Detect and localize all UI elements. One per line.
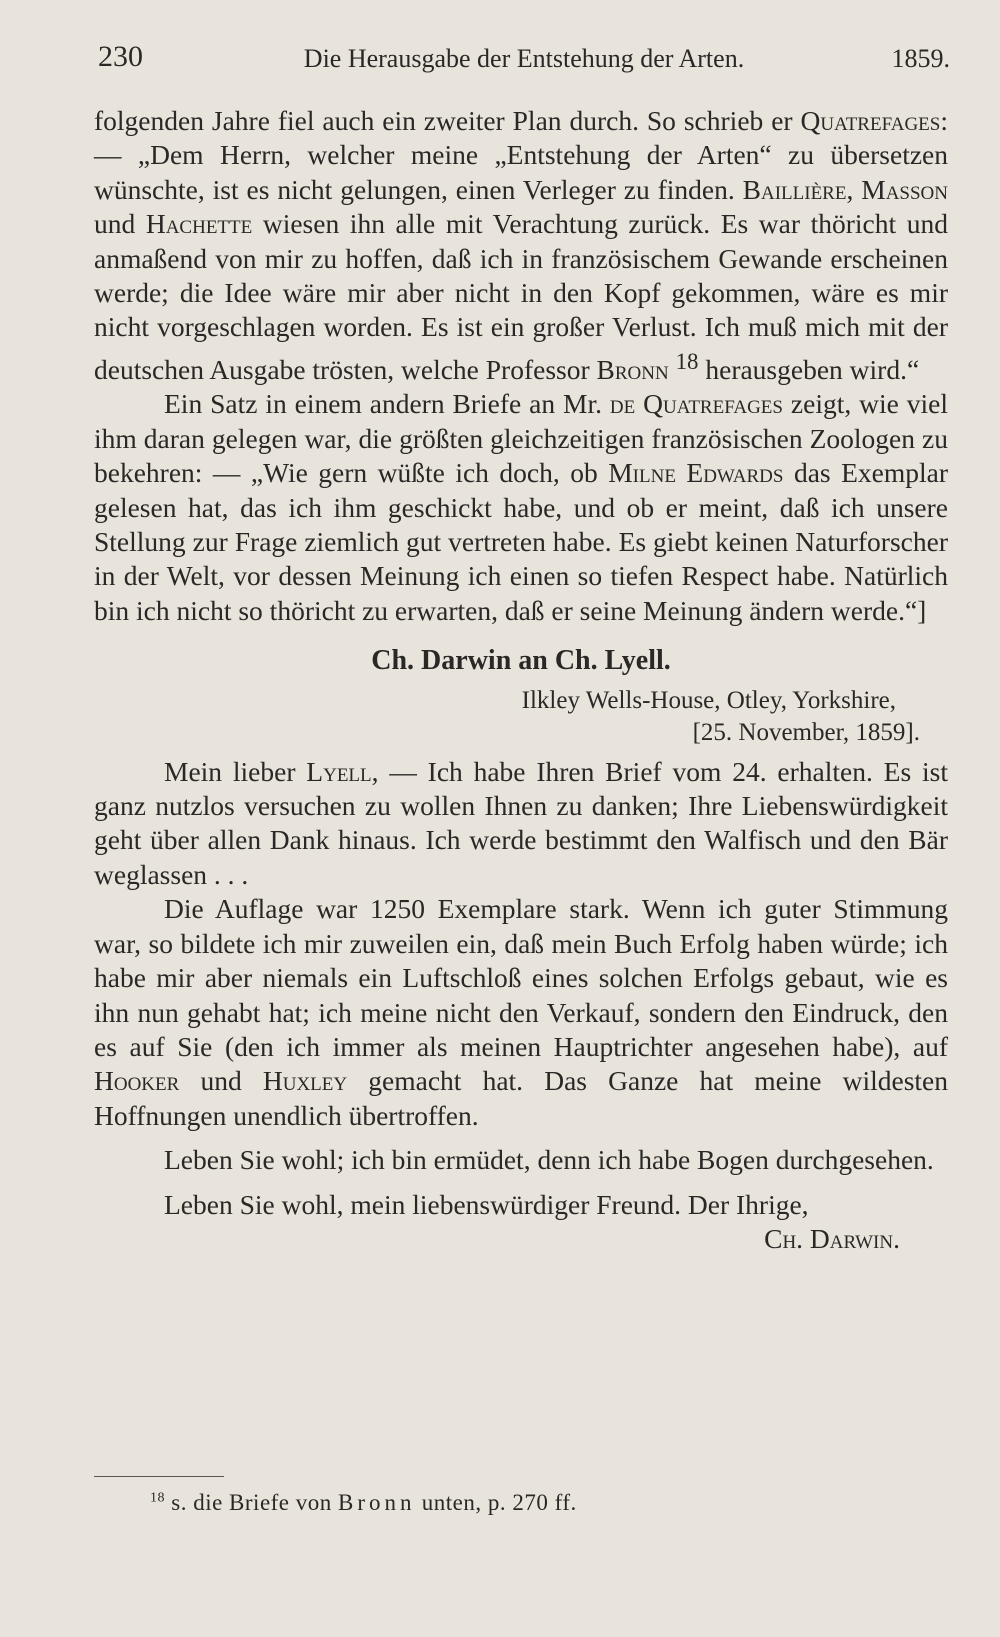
name-bailliere: Baillière <box>742 173 847 205</box>
text-span: , <box>846 173 862 205</box>
running-title: Die Herausgabe der Entstehung der Arten. <box>303 44 745 73</box>
text-span: : — „Dem Herrn, welcher meine „Entstehung der Arten“ zu übersetzen wünschte, ist es nicht gelungen, einen Verleger zu finden. <box>94 105 948 205</box>
footnote-number: 18 <box>150 1490 165 1506</box>
letter-paragraph-3: Leben Sie wohl; ich bin ermüdet, denn ich habe Bogen durchgesehen. <box>164 1144 934 1176</box>
text-span: herausgeben wird.“ <box>698 354 920 385</box>
text-span: Die Auflage war 1250 Exemplare stark. Wenn ich guter Stimmung war, so bildete ich mir zuweilen ein, daß mein Buch Erfolg haben würde; ich habe mir aber niemals ein Luftschloß eines solchen Erfolgs gebaut, wie es ihn nun gehabt hat; ich meine nicht den Verkauf, sondern den Eindruck, den es auf Sie (den ich immer als meinen Hauptrichter angesehen habe), auf <box>94 893 948 1062</box>
paragraph-gap <box>94 1178 948 1188</box>
text-span: wiesen ihn alle mit Verachtung zurück. Es war thöricht und anmaßend von mir zu hoffen, daß ich in französischem Gewande erscheinen werde; die Idee wäre mir aber nicht in den Kopf gekommen, wäre es mir nicht vorgeschlagen worden. Es ist ein großer Verlust. Ich muß mich mit der deutschen Ausgabe trösten, welche Professor <box>94 208 948 385</box>
text-span: Mein lieber <box>164 755 307 787</box>
letter-paragraph-1 <box>94 755 948 893</box>
name-hooker: Hooker <box>94 1065 180 1097</box>
letter-paragraph-4: Leben Sie wohl, mein liebenswürdiger Freund. Der Ihrige, <box>164 1188 809 1220</box>
letter-address: Ilkley Wells-House, Otley, Yorkshire, <box>521 686 896 714</box>
footnote <box>150 1490 850 1516</box>
name-lyell: Lyell <box>306 755 372 787</box>
text-span: Ein Satz in einem andern Briefe an Mr. <box>164 388 610 420</box>
text-span: s. die Briefe von <box>165 1490 339 1515</box>
name-de-quatrefages: de Quatrefages <box>609 388 783 420</box>
name-hachette: Hachette <box>145 208 253 240</box>
text-span: gemacht hat. Das Ganze hat meine wildesten Hoffnungen unendlich übertroffen. <box>94 1065 949 1131</box>
text-span: , — Ich habe Ihren Brief vom 24. erhalten. Es ist ganz nutzlos versuchen zu wollen Ihnen zu danken; Ihre Liebenswürdigkeit geht über allen Dank hinaus. Ich werde bestimmt den Walfisch und den Bär weglassen . . . <box>94 755 948 890</box>
letter-heading: Ch. Darwin an Ch. Lyell. <box>371 645 671 677</box>
paragraph-quatrefages <box>94 104 948 387</box>
paragraph-milne-edwards <box>94 387 948 628</box>
name-milne-edwards: Milne Edwards <box>608 457 784 489</box>
page-number: 230 <box>98 40 143 73</box>
letter-date: [25. November, 1859]. <box>692 718 920 746</box>
footnote-rule <box>94 1476 224 1477</box>
footnote-name-bronn: Bronn <box>338 1490 416 1515</box>
name-quatrefages: Quatrefages <box>800 105 941 136</box>
name-masson: Masson <box>861 173 948 205</box>
running-year: 1859. <box>891 44 950 73</box>
text-span: und <box>179 1065 263 1097</box>
signature: Ch. Darwin. <box>764 1222 900 1254</box>
text-span: zeigt, wie viel ihm daran gelegen war, die größten gleichzeitigen französischen Zoologen zu bekehren: — „Wie gern wüßte ich doch, ob <box>94 388 949 489</box>
text-span: und <box>94 208 146 240</box>
letter-paragraph-2 <box>94 892 948 1133</box>
body-text <box>94 104 948 1256</box>
name-huxley: Huxley <box>262 1065 348 1097</box>
text-span: das Exemplar gelesen hat, das ich ihm geschickt habe, und ob er meint, daß ich unsere Stellung zur Frage ziemlich gut vertreten habe. Es giebt keinen Naturforscher in der Welt, vor dessen Meinung ich einen so tiefen Respect habe. Natürlich bin ich nicht so thöricht zu erwarten, daß er seine Meinung ändern werde.“] <box>94 457 948 626</box>
name-bronn: Bronn <box>596 354 669 385</box>
paragraph-gap <box>94 1133 948 1143</box>
text-span: folgenden Jahre fiel auch ein zweiter Plan durch. So schrieb er <box>94 105 801 136</box>
running-head <box>98 40 950 80</box>
footnote-ref: 18 <box>675 348 699 374</box>
text-span: unten, p. 270 ff. <box>415 1490 577 1515</box>
